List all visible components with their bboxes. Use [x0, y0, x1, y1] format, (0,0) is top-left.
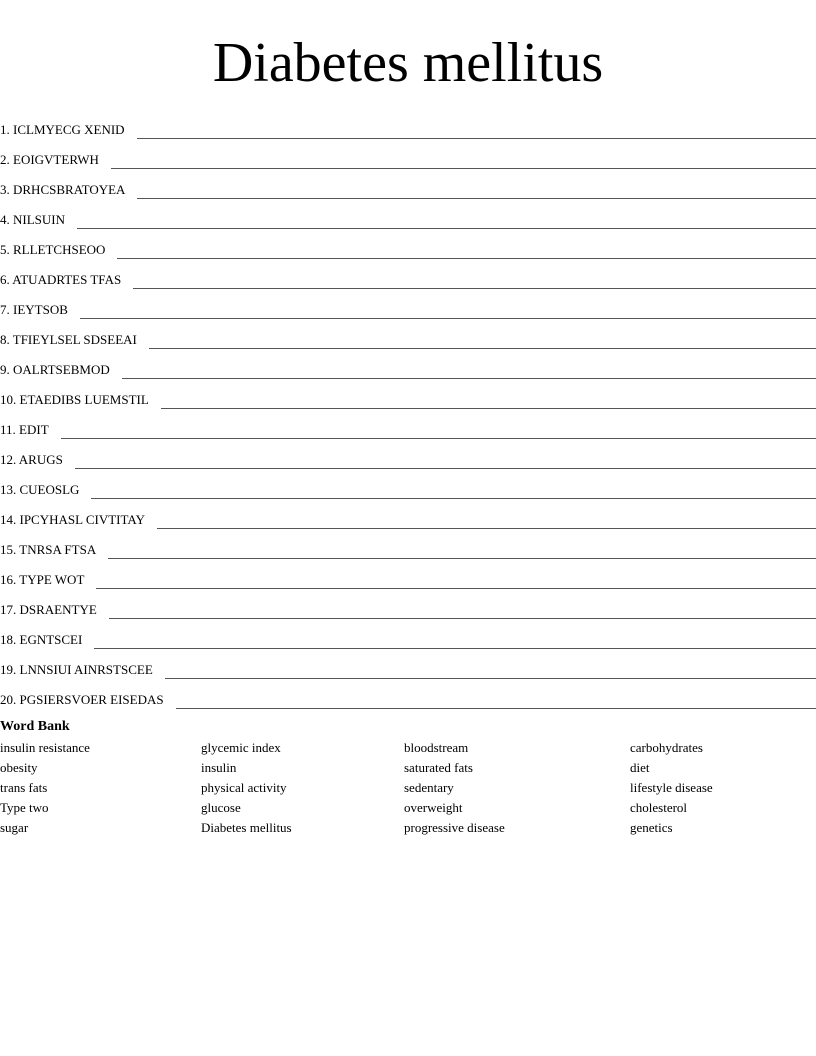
word-bank-item: overweight [404, 800, 463, 815]
question-number: 1. [0, 122, 10, 137]
word-bank-item: physical activity [201, 780, 287, 795]
question-scramble: EOIGVTERWH [13, 152, 99, 167]
question-number: 12. [0, 452, 17, 467]
question-label [0, 690, 176, 710]
question-scramble: PGSIERSVOER EISEDAS [19, 692, 164, 707]
question-number: 10. [0, 392, 17, 407]
answer-line[interactable] [75, 467, 816, 469]
answer-line[interactable] [108, 557, 816, 559]
question-scramble: ICLMYECG XENID [13, 122, 125, 137]
question-row [0, 470, 816, 500]
question-number: 9. [0, 362, 10, 377]
word-bank-item: obesity [0, 760, 38, 775]
word-bank-item: saturated fats [404, 760, 473, 775]
question-row [0, 410, 816, 440]
answer-line[interactable] [122, 377, 816, 379]
question-scramble: ETAEDIBS LUEMSTIL [19, 392, 149, 407]
answer-line[interactable] [111, 167, 816, 169]
question-scramble: DRHCSBRATOYEA [13, 182, 126, 197]
question-row [0, 260, 816, 290]
question-number: 18. [0, 632, 17, 647]
question-label [0, 630, 94, 650]
question-scramble: IPCYHASL CIVTITAY [19, 512, 145, 527]
question-number: 16. [0, 572, 17, 587]
question-scramble: TYPE WOT [19, 572, 85, 587]
answer-line[interactable] [109, 617, 816, 619]
question-scramble: EDIT [19, 422, 49, 437]
word-bank-item: sedentary [404, 780, 454, 795]
word-bank-item: cholesterol [630, 800, 688, 815]
answer-line[interactable] [176, 707, 816, 709]
answer-line[interactable] [161, 407, 816, 409]
word-bank-column [201, 738, 292, 838]
question-row [0, 560, 816, 590]
question-scramble: IEYTSOB [13, 302, 68, 317]
question-label [0, 390, 161, 410]
question-row [0, 500, 816, 530]
question-label [0, 420, 61, 440]
word-bank-item: progressive disease [404, 820, 505, 835]
answer-line[interactable] [96, 587, 816, 589]
word-bank-item: trans fats [0, 780, 48, 795]
question-scramble: TNRSA FTSA [19, 542, 97, 557]
question-scramble: ARUGS [18, 452, 63, 467]
word-bank-item: diet [630, 760, 650, 775]
question-label [0, 300, 80, 320]
question-label [0, 450, 75, 470]
word-bank-item: Diabetes mellitus [201, 820, 292, 835]
question-row [0, 170, 816, 200]
question-row [0, 200, 816, 230]
question-number: 5. [0, 242, 10, 257]
word-bank-column [0, 738, 90, 838]
question-list [0, 110, 816, 710]
answer-line[interactable] [149, 347, 816, 349]
question-row [0, 530, 816, 560]
answer-line[interactable] [80, 317, 816, 319]
answer-line[interactable] [77, 227, 816, 229]
question-label [0, 240, 117, 260]
question-row [0, 680, 816, 710]
question-number: 3. [0, 182, 10, 197]
word-bank-item: insulin resistance [0, 740, 90, 755]
question-scramble: CUEOSLG [19, 482, 80, 497]
question-label [0, 270, 133, 290]
question-label [0, 600, 109, 620]
question-number: 7. [0, 302, 10, 317]
question-label [0, 120, 137, 140]
answer-line[interactable] [91, 497, 816, 499]
word-bank-column [630, 738, 713, 838]
question-row [0, 110, 816, 140]
question-row [0, 440, 816, 470]
question-number: 19. [0, 662, 17, 677]
question-number: 17. [0, 602, 17, 617]
question-row [0, 380, 816, 410]
word-bank-item: carbohydrates [630, 740, 703, 755]
word-bank-item: genetics [630, 820, 673, 835]
question-number: 11. [0, 422, 16, 437]
question-row [0, 320, 816, 350]
question-row [0, 590, 816, 620]
question-scramble: TFIEYLSEL SDSEEAI [12, 332, 137, 347]
question-label [0, 660, 165, 680]
word-bank-item: sugar [0, 820, 29, 835]
answer-line[interactable] [137, 137, 816, 139]
question-label [0, 540, 108, 560]
word-bank-item: bloodstream [404, 740, 469, 755]
question-number: 20. [0, 692, 17, 707]
question-row [0, 290, 816, 320]
question-row [0, 230, 816, 260]
word-bank-title: Word Bank [0, 719, 70, 734]
question-row [0, 350, 816, 380]
word-bank-item: Type two [0, 800, 49, 815]
question-label [0, 330, 149, 350]
question-label [0, 510, 157, 530]
question-label [0, 150, 111, 170]
question-label [0, 570, 96, 590]
question-number: 8. [0, 332, 10, 347]
question-row [0, 620, 816, 650]
question-row [0, 140, 816, 170]
question-number: 14. [0, 512, 17, 527]
page-title: Diabetes mellitus [212, 32, 604, 94]
question-label [0, 210, 77, 230]
question-scramble: RLLETCHSEOO [13, 242, 106, 257]
answer-line[interactable] [157, 527, 816, 529]
question-scramble: NILSUIN [13, 212, 65, 227]
question-number: 4. [0, 212, 10, 227]
answer-line[interactable] [117, 257, 816, 259]
question-scramble: LNNSIUI AINRSTSCEE [19, 662, 153, 677]
answer-line[interactable] [61, 437, 816, 439]
word-bank-item: lifestyle disease [630, 780, 713, 795]
question-number: 6. [0, 272, 10, 287]
question-number: 15. [0, 542, 17, 557]
word-bank [0, 718, 816, 835]
answer-line[interactable] [94, 647, 816, 649]
word-bank-column [404, 738, 505, 838]
question-number: 2. [0, 152, 10, 167]
word-bank-item: insulin [201, 760, 237, 775]
word-bank-item: glucose [201, 800, 241, 815]
question-row [0, 650, 816, 680]
question-label [0, 360, 122, 380]
answer-line[interactable] [137, 197, 816, 199]
answer-line[interactable] [165, 677, 816, 679]
word-bank-item: glycemic index [201, 740, 281, 755]
question-scramble: OALRTSEBMOD [13, 362, 110, 377]
question-label [0, 180, 137, 200]
question-scramble: DSRAENTYE [19, 602, 97, 617]
question-label [0, 480, 91, 500]
question-number: 13. [0, 482, 17, 497]
answer-line[interactable] [133, 287, 816, 289]
question-scramble: EGNTSCEI [19, 632, 83, 647]
question-scramble: ATUADRTES TFAS [12, 272, 122, 287]
